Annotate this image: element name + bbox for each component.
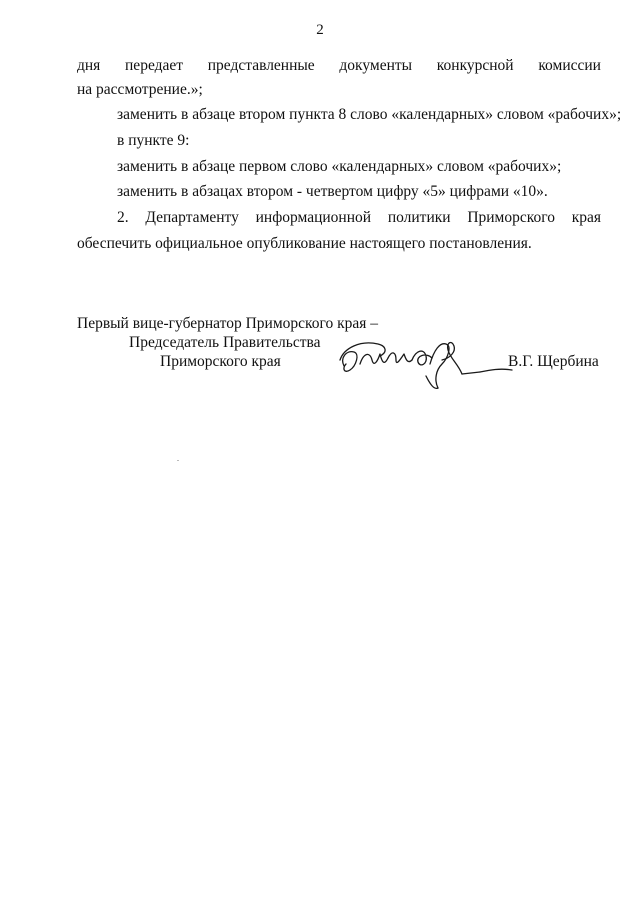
paragraph-line-5: заменить в абзаце первом слово «календарных» словом «рабочих»; [117,158,562,175]
signature-stroke [343,352,357,372]
signer-title-line-2: Председатель Правительства [129,334,321,351]
signature-stroke [442,343,462,374]
page-number: 2 [316,22,324,38]
paragraph-line-3: заменить в абзаце втором пункта 8 слово «календарных» словом «рабочих»; [117,106,622,123]
signature-stroke [360,354,388,364]
word: информационной [255,209,372,226]
word: представленные [207,57,315,74]
word: дня [77,57,101,74]
word: передает [125,57,184,74]
signer-title-line-3: Приморского края [160,353,281,370]
paragraph-line-4: в пункте 9: [117,132,190,149]
word: политики [387,209,451,226]
signature-stroke [430,344,449,388]
paragraph-line-8: обеспечить официальное опубликование настоящего постановления. [77,235,532,252]
word: комиссии [538,57,601,74]
signature-stroke [388,353,412,363]
word: Департаменту [145,209,239,226]
word: документы [339,57,413,74]
word: Приморского [467,209,555,226]
paragraph-line-7 [117,208,601,228]
paragraph-line-6: заменить в абзацах втором - четвертом цифру «5» цифрами «10». [117,183,548,200]
paragraph-line-1 [77,56,601,76]
signature-stroke [462,372,480,374]
scan-speck [177,460,179,461]
handwritten-signature [330,330,520,400]
signer-name: В.Г. Щербина [508,353,599,370]
signature-stroke [412,351,432,365]
word: 2. [117,209,129,226]
word: конкурсной [436,57,514,74]
signer-title-line-1: Первый вице-губернатор Приморского края – [77,315,379,332]
paragraph-line-2: на рассмотрение.»; [77,81,203,98]
word: края [571,209,601,226]
